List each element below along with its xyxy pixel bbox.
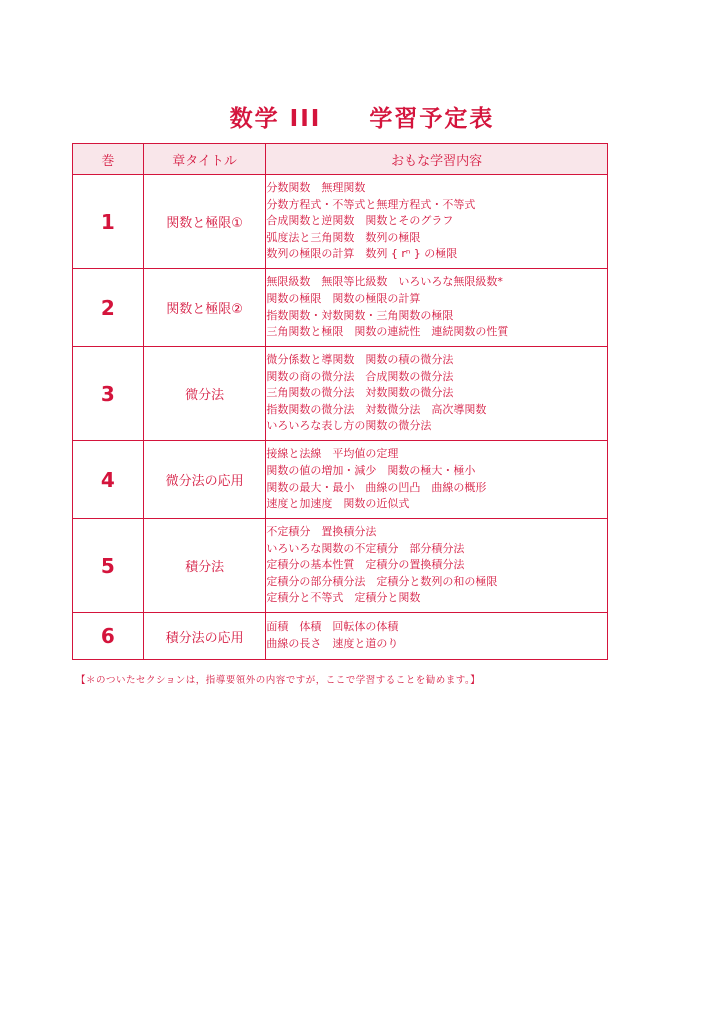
content-line: 指数関数・対数関数・三角関数の極限 [266,308,454,322]
content-line: 三角関数と極限 関数の連続性 連続関数の性質 [266,325,509,339]
table-row [73,175,608,269]
content-line: 無限級数 無限等比級数 いろいろな無限級数* [266,275,503,289]
content-line: 不定積分 置換積分法 [266,525,377,539]
content-cell [266,441,608,519]
content-cell [266,613,608,660]
chapter-title: 積分法の応用 [143,613,266,660]
content-line: 曲線の長さ 速度と道のり [266,637,399,650]
content-cell [266,347,608,441]
content-line: 指数関数の微分法 対数微分法 高次導関数 [266,402,487,416]
content-line: 定積分の基本性質 定積分の置換積分法 [266,558,465,572]
footnote: 【＊のついたセクションは，指導要領外の内容ですが，ここで学習することを勧めます。】 [76,675,481,686]
header-main-content: おもな学習内容 [266,144,608,175]
content-line: 定積分の部分積分法 定積分と数列の和の極限 [266,574,498,588]
table-row [73,347,608,441]
content-line: いろいろな表し方の関数の微分法 [266,419,432,433]
chapter-title: 微分法 [143,347,266,441]
chapter-title: 関数と極限② [143,269,266,347]
volume-number: 6 [73,613,144,660]
schedule-table [72,143,608,660]
content-line: 三角関数の微分法 対数関数の微分法 [266,386,454,400]
header-volume: 巻 [73,144,144,175]
page-title [0,100,724,133]
content-line: 微分係数と導関数 関数の積の微分法 [266,353,454,367]
title-schedule: 学習予定表 [369,106,495,132]
table-header-row [73,144,608,175]
header-chapter-title: 章タイトル [143,144,266,175]
content-cell [266,519,608,613]
volume-number: 2 [73,269,144,347]
content-line: 分数関数 無理関数 [266,181,366,195]
chapter-title: 微分法の応用 [143,441,266,519]
table-row [73,269,608,347]
table-row [73,519,608,613]
volume-number: 3 [73,347,144,441]
content-line: 接線と法線 平均値の定理 [266,447,399,461]
content-line: 定積分と不等式 定積分と関数 [266,591,421,605]
content-line: 数列の極限の計算 数列 { rⁿ } の極限 [266,247,458,261]
content-line: 分数方程式・不等式と無理方程式・不等式 [266,197,476,211]
content-line: 関数の最大・最小 曲線の凹凸 曲線の概形 [266,480,487,494]
title-subject: 数学 III [229,106,322,132]
content-line: 関数の値の増加・減少 関数の極大・極小 [266,463,476,477]
volume-number: 1 [73,175,144,269]
content-line: 関数の商の微分法 合成関数の微分法 [266,369,454,383]
content-line: いろいろな関数の不定積分 部分積分法 [266,541,465,555]
chapter-title: 関数と極限① [143,175,266,269]
table-row [73,613,608,660]
content-cell [266,175,608,269]
chapter-title: 積分法 [143,519,266,613]
content-line: 速度と加速度 関数の近似式 [266,497,410,511]
content-line: 弧度法と三角関数 数列の極限 [266,230,421,244]
content-line: 関数の極限 関数の極限の計算 [266,291,421,305]
content-line: 面積 体積 回転体の体積 [266,620,399,634]
volume-number: 4 [73,441,144,519]
content-line: 合成関数と逆関数 関数とそのグラフ [266,214,454,228]
table-row [73,441,608,519]
content-cell [266,269,608,347]
volume-number: 5 [73,519,144,613]
